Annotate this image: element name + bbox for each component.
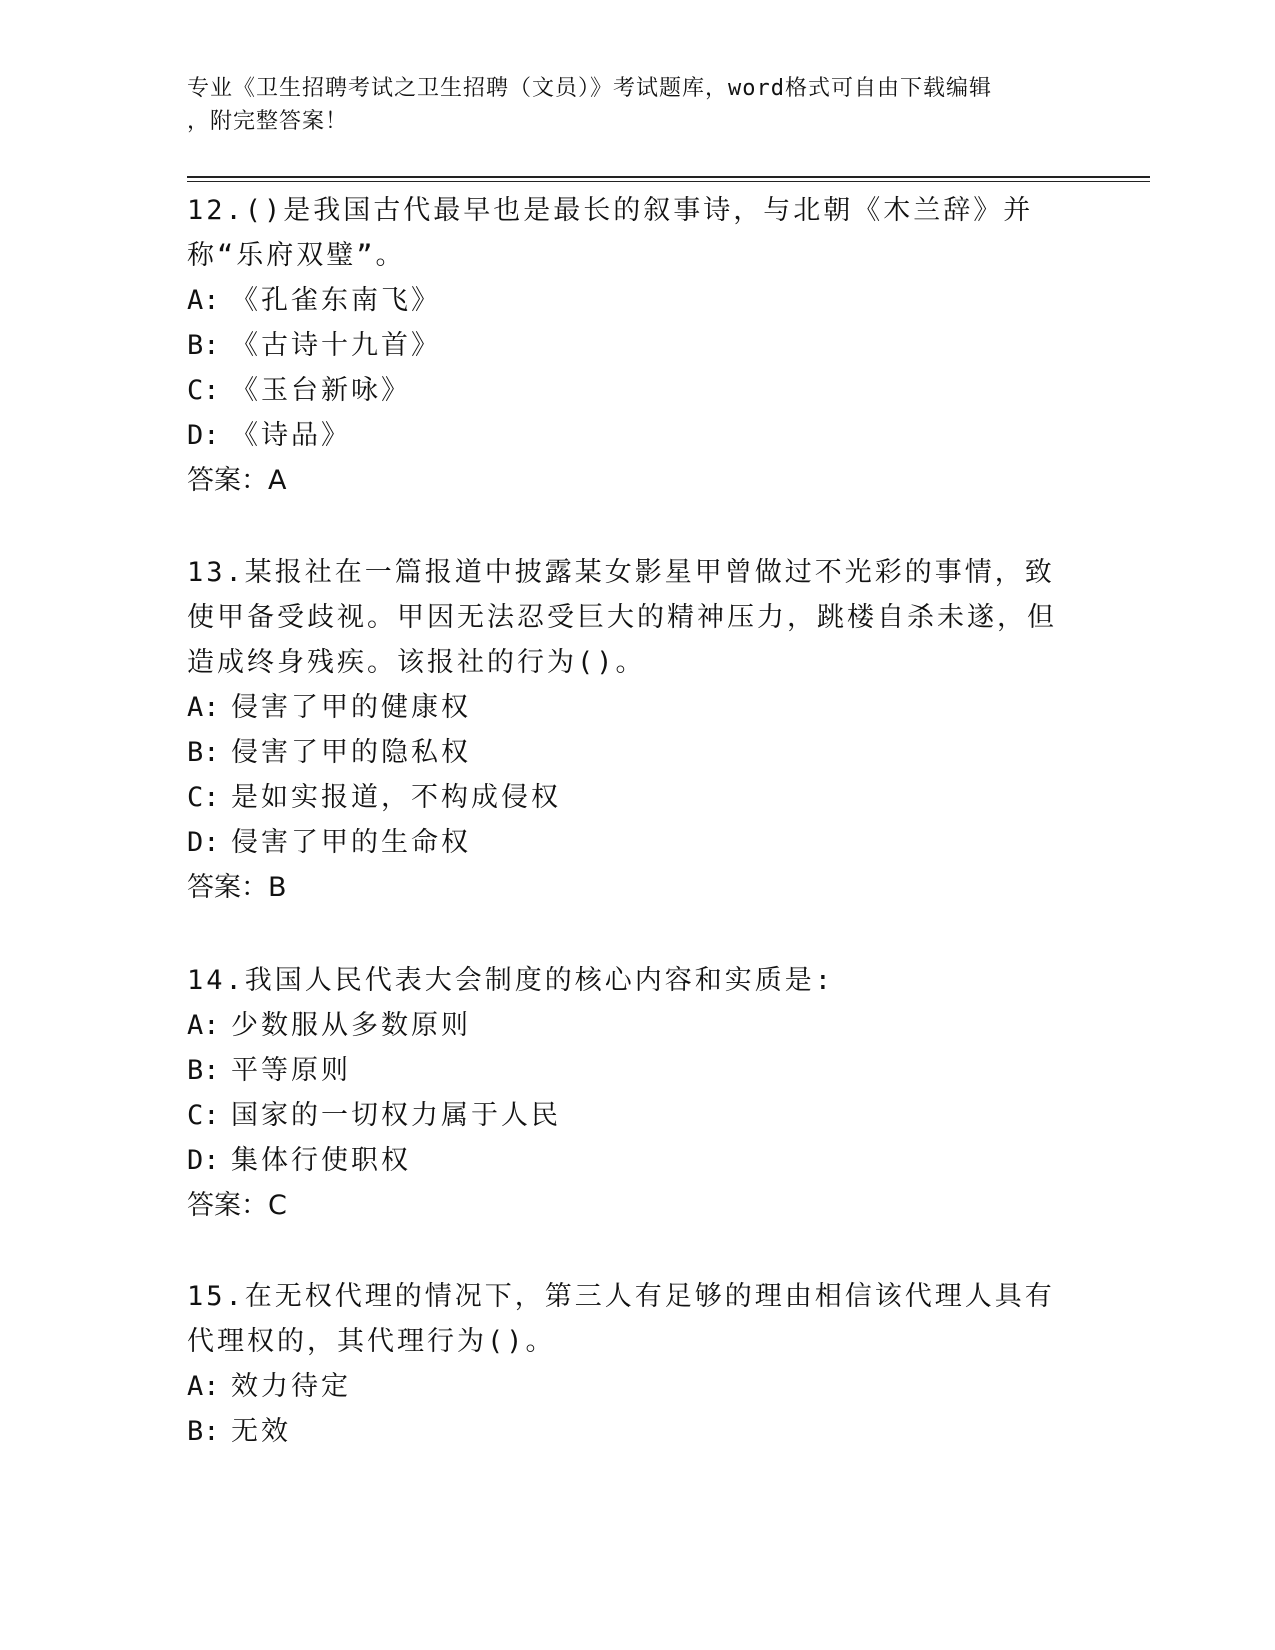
option-text: 集体行使职权 — [231, 1145, 411, 1176]
option-b — [187, 323, 1067, 368]
question-13 — [187, 550, 1067, 910]
option-text: 效力待定 — [231, 1371, 351, 1402]
option-key: A: — [187, 285, 220, 316]
option-d — [187, 413, 1067, 458]
question-15 — [187, 1274, 1067, 1454]
option-key: C: — [187, 375, 220, 406]
option-text: 《诗品》 — [231, 420, 351, 451]
option-c — [187, 368, 1067, 413]
option-key: B: — [187, 330, 220, 361]
option-text: 侵害了甲的生命权 — [231, 827, 471, 858]
question-stem: 14.我国人民代表大会制度的核心内容和实质是: — [187, 965, 835, 996]
answer: 答案：A — [187, 465, 287, 496]
question-stem: 15.在无权代理的情况下，第三人有足够的理由相信该代理人具有代理权的，其代理行为()。 — [187, 1281, 1055, 1357]
option-d — [187, 820, 1067, 865]
option-key: B: — [187, 1055, 220, 1086]
option-key: C: — [187, 782, 220, 813]
option-key: B: — [187, 1416, 220, 1447]
answer: 答案：C — [187, 1190, 287, 1221]
option-a — [187, 685, 1067, 730]
option-a — [187, 278, 1067, 323]
option-key: D: — [187, 1145, 220, 1176]
option-b — [187, 1409, 1067, 1454]
option-text: 《孔雀东南飞》 — [231, 285, 441, 316]
option-key: D: — [187, 827, 220, 858]
option-key: A: — [187, 692, 220, 723]
option-text: 无效 — [231, 1416, 291, 1447]
answer: 答案：B — [187, 872, 287, 903]
header-line-2: ，附完整答案！ — [187, 109, 349, 134]
header-divider — [187, 176, 1150, 178]
document-header — [187, 72, 1067, 138]
question-14 — [187, 958, 1067, 1228]
option-text: 《古诗十九首》 — [231, 330, 441, 361]
option-b — [187, 1048, 1067, 1093]
option-text: 平等原则 — [231, 1055, 351, 1086]
option-text: 少数服从多数原则 — [231, 1010, 471, 1041]
option-c — [187, 775, 1067, 820]
header-line-1: 专业《卫生招聘考试之卫生招聘（文员）》考试题库，word格式可自由下载编辑 — [187, 76, 992, 101]
option-text: 侵害了甲的隐私权 — [231, 737, 471, 768]
option-key: A: — [187, 1371, 220, 1402]
option-key: A: — [187, 1010, 220, 1041]
question-stem: 12.()是我国古代最早也是最长的叙事诗，与北朝《木兰辞》并称“乐府双璧”。 — [187, 195, 1034, 271]
header-divider-thin — [187, 181, 1150, 182]
option-key: B: — [187, 737, 220, 768]
option-b — [187, 730, 1067, 775]
option-text: 侵害了甲的健康权 — [231, 692, 471, 723]
option-text: 国家的一切权力属于人民 — [231, 1100, 561, 1131]
option-key: C: — [187, 1100, 220, 1131]
question-12 — [187, 188, 1067, 503]
option-text: 是如实报道，不构成侵权 — [231, 782, 561, 813]
option-d — [187, 1138, 1067, 1183]
option-text: 《玉台新咏》 — [231, 375, 411, 406]
option-key: D: — [187, 420, 220, 451]
option-a — [187, 1003, 1067, 1048]
question-stem: 13.某报社在一篇报道中披露某女影星甲曾做过不光彩的事情，致使甲备受歧视。甲因无法忍受巨大的精神压力，跳楼自杀未遂，但造成终身残疾。该报社的行为()。 — [187, 557, 1057, 678]
option-a — [187, 1364, 1067, 1409]
option-c — [187, 1093, 1067, 1138]
